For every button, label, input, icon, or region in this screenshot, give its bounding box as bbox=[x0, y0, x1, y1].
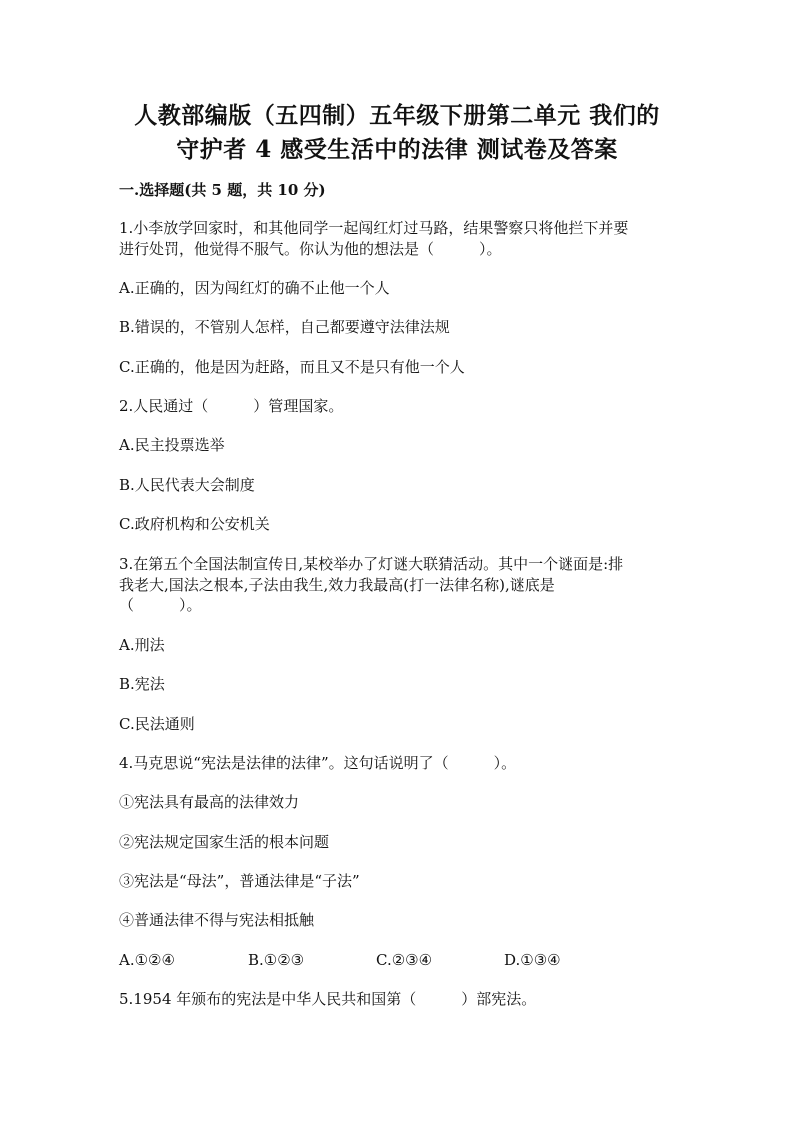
question-4-statement-3: ③宪法是“母法”，普通法律是“子法” bbox=[119, 872, 360, 890]
question-3-text-line-2: 我老大,国法之根本,子法由我生,效力我最高(打一法律名称),谜底是 bbox=[119, 576, 555, 594]
question-2-option-b: B.人民代表大会制度 bbox=[119, 476, 255, 494]
question-4-option-a: A.①②④ bbox=[119, 951, 175, 969]
section-heading: 一.选择题(共 5 题，共 10 分) bbox=[119, 181, 326, 199]
question-3-option-a: A.刑法 bbox=[119, 636, 165, 654]
question-4-statement-1: ①宪法具有最高的法律效力 bbox=[119, 793, 300, 811]
question-4-option-b: B.①②③ bbox=[248, 951, 305, 969]
document-title-line-2: 守护者 4 感受生活中的法律 测试卷及答案 bbox=[176, 136, 618, 163]
question-4-text: 4.马克思说“宪法是法律的法律”。这句话说明了（ ）。 bbox=[119, 754, 517, 772]
question-3-option-c: C.民法通则 bbox=[119, 715, 195, 733]
question-4-statement-2: ②宪法规定国家生活的根本问题 bbox=[119, 833, 330, 851]
question-3-text-line-1: 3.在第五个全国法制宣传日,某校举办了灯谜大联猜活动。其中一个谜面是:排 bbox=[119, 555, 624, 573]
question-4-statement-4: ④普通法律不得与宪法相抵触 bbox=[119, 911, 315, 929]
question-4-option-d: D.①③④ bbox=[504, 951, 561, 969]
question-3-text-line-3: （ ）。 bbox=[119, 596, 202, 614]
question-1-option-b: B.错误的，不管别人怎样，自己都要遵守法律法规 bbox=[119, 318, 450, 336]
question-4-option-c: C.②③④ bbox=[376, 951, 433, 969]
question-2-option-a: A.民主投票选举 bbox=[119, 436, 225, 454]
question-1-text-line-1: 1.小李放学回家时，和其他同学一起闯红灯过马路，结果警察只将他拦下并要 bbox=[119, 219, 629, 237]
question-2-option-c: C.政府机构和公安机关 bbox=[119, 515, 270, 533]
question-1-text-line-2: 进行处罚，他觉得不服气。你认为他的想法是（ ）。 bbox=[119, 240, 502, 258]
question-2-text: 2.人民通过（ ）管理国家。 bbox=[119, 397, 344, 415]
question-3-option-b: B.宪法 bbox=[119, 675, 165, 693]
question-5-text: 5.1954 年颁布的宪法是中华人民共和国第（ ）部宪法。 bbox=[119, 990, 537, 1008]
question-1-option-c: C.正确的，他是因为赶路，而且又不是只有他一个人 bbox=[119, 358, 465, 376]
document-title-line-1: 人教部编版（五四制）五年级下册第二单元 我们的 bbox=[134, 102, 660, 129]
question-1-option-a: A.正确的，因为闯红灯的确不止他一个人 bbox=[119, 279, 390, 297]
